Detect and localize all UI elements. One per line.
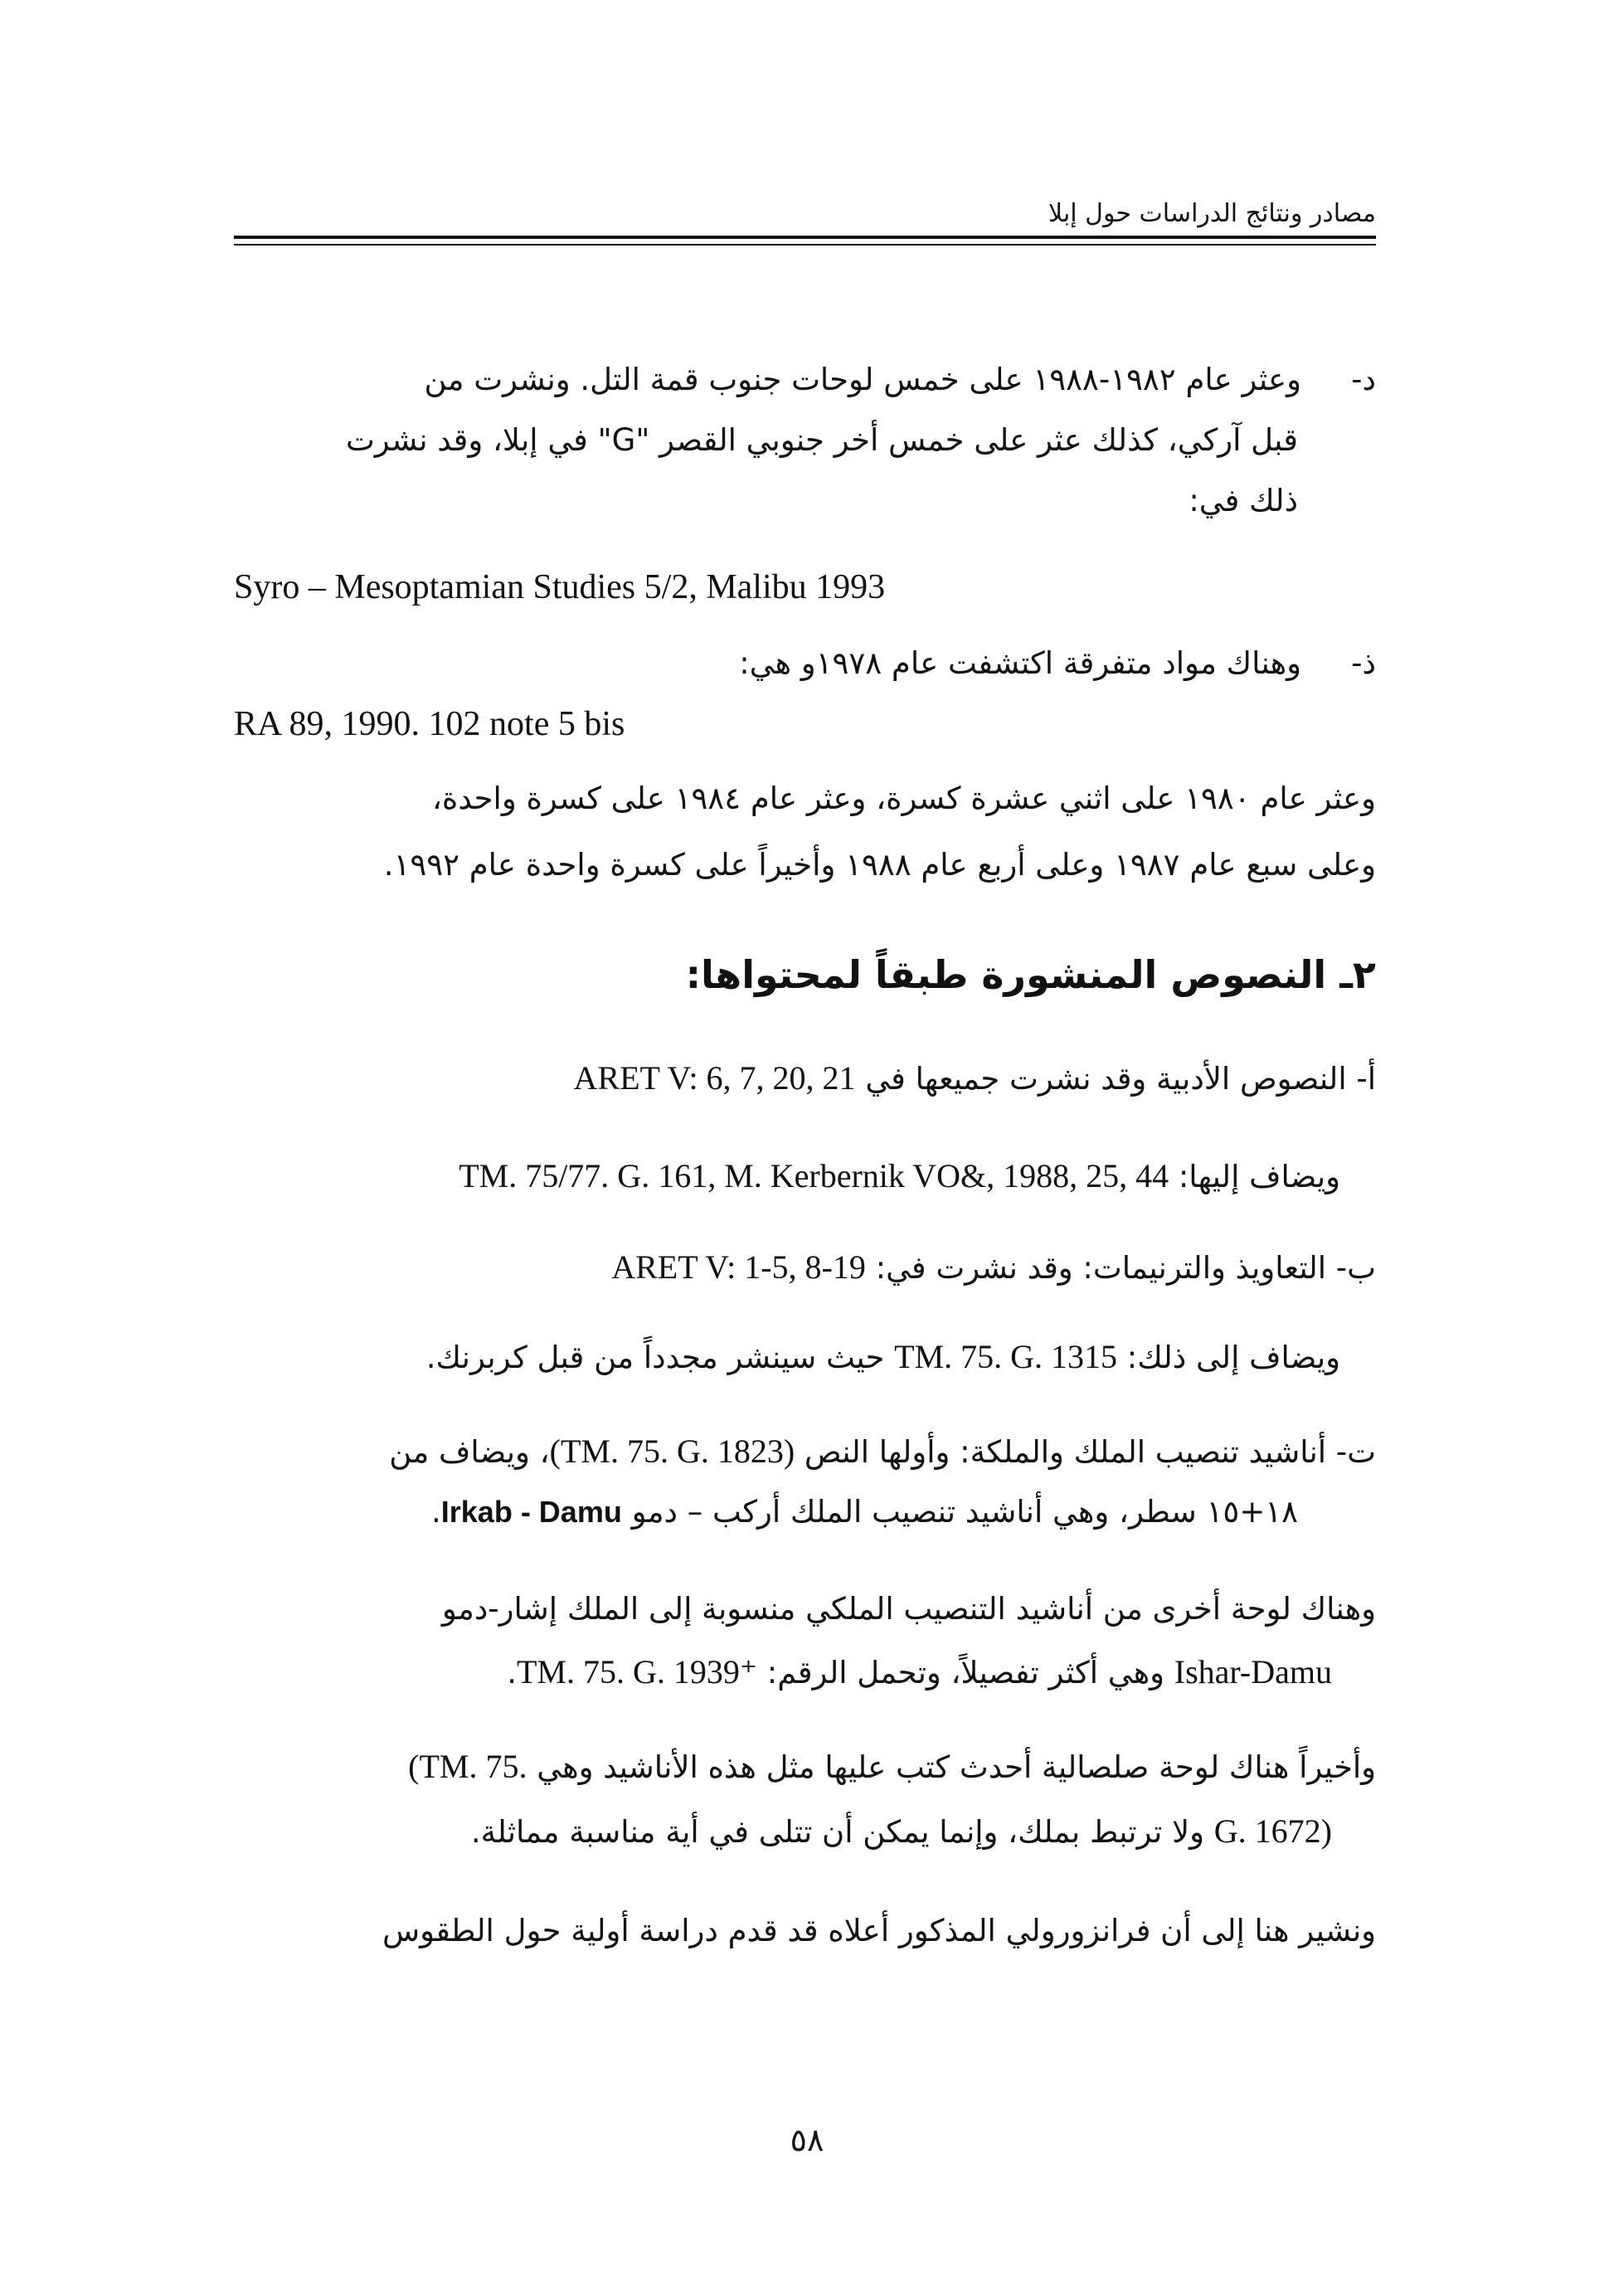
item-b-addition-label: ويضاف إلى ذلك:	[1126, 1340, 1340, 1375]
ishar-text: وهي أكثر تفصيلاً، وتحمل الرقم:	[766, 1655, 1164, 1690]
final-para-text1: وأخيراً هناك لوحة صلصالية أحدث كتب عليها مثل هذه الأناشيد وهي	[537, 1749, 1376, 1785]
page-header	[234, 196, 1376, 246]
section-d-line1	[424, 357, 1376, 403]
final-para-line1	[408, 1744, 1376, 1791]
item-b-text: ب- التعاويذ والترنيمات: وقد نشرت في:	[875, 1250, 1376, 1286]
section-d-line2: قبل آركي، كذلك عثر على خمس أخر جنوبي القصر "G" في إبلا، وقد نشرت	[345, 422, 1298, 458]
section-dh-para-line1: وعثر عام ١٩٨٠ على اثني عشرة كسرة، وعثر عام ١٩٨٤ على كسرة واحدة،	[431, 781, 1376, 816]
page-number: ٥٨	[790, 2122, 824, 2158]
item-a-reference: ARET V: 6, 7, 20, 21	[573, 1059, 856, 1097]
item-b-addition-reference: TM. 75. G. 1315	[894, 1338, 1118, 1375]
item-t-reference: (TM. 75. G. 1823)	[549, 1433, 795, 1470]
item-a-addition	[459, 1153, 1340, 1200]
item-t-text1: ت- أناشيد تنصيب الملك والملكة: وأولها النص	[804, 1434, 1376, 1470]
running-title: مصادر ونتائج الدراسات حول إبلا	[1048, 199, 1376, 228]
section-dh-citation: RA 89, 1990. 102 note 5 bis	[234, 705, 625, 743]
item-a-line	[574, 1055, 1376, 1102]
ishar-end: .	[507, 1655, 517, 1690]
header-rule-thin	[234, 244, 1376, 246]
section-d-line3: ذلك في:	[1189, 483, 1298, 518]
item-b-addition	[426, 1334, 1340, 1381]
final-para-reference2: G. 1672)	[1213, 1812, 1332, 1850]
item-t-name: Irkab - Damu	[440, 1495, 622, 1529]
item-t-end: .	[431, 1494, 441, 1530]
ishar-para-line2	[507, 1649, 1332, 1696]
section-dh-para-line2: وعلى سبع عام ١٩٨٧ وعلى أربع عام ١٩٨٨ وأخيراً على كسرة واحدة عام ١٩٩٢.	[383, 847, 1376, 883]
section-dh-text1: وهناك مواد متفرقة اكتشفت عام ١٩٧٨و هي:	[739, 645, 1301, 681]
item-a-addition-label: ويضاف إليها:	[1178, 1159, 1340, 1194]
final-para-text2: ولا ترتبط بملك، وإنما يمكن أن تتلى في أية مناسبة مماثلة.	[470, 1814, 1205, 1850]
item-t-line1	[389, 1428, 1376, 1476]
section-dh-line1	[739, 640, 1376, 687]
ishar-name: Ishar-Damu	[1174, 1653, 1332, 1690]
item-t-text2: ، ويضاف من	[389, 1434, 550, 1470]
header-rule-thick	[234, 236, 1376, 239]
item-t-line2	[431, 1489, 1376, 1535]
item-a-text: أ- النصوص الأدبية وقد نشرت جميعها في	[865, 1061, 1376, 1097]
item-b-addition-text: حيث سينشر مجدداً من قبل كربرنك.	[425, 1340, 885, 1375]
section-2-heading: ٢ـ النصوص المنشورة طبقاً لمحتواها:	[685, 952, 1376, 997]
item-a-addition-reference: TM. 75/77. G. 161, M. Kerbernik VO&, 1988, 25, 44	[459, 1157, 1169, 1194]
item-b-reference: ARET V: 1-5, 8-19	[611, 1248, 866, 1286]
item-t-text3: ١٨+١٥ سطر، وهي أناشيد تنصيب الملك أركب – دمو	[631, 1494, 1298, 1530]
last-para-line: ونشير هنا إلى أن فرانزورولي المذكور أعلاه قد قدم دراسة أولية حول الطقوس	[382, 1913, 1376, 1948]
final-para-reference1: (TM. 75.	[408, 1748, 527, 1785]
item-b-line	[611, 1244, 1376, 1292]
ishar-para-line1: وهناك لوحة أخرى من أناشيد التنصيب الملكي منسوبة إلى الملك إشار-دمو	[441, 1591, 1376, 1627]
section-d-text1: وعثر عام ١٩٨٢-١٩٨٨ على خمس لوحات جنوب قمة التل. ونشرت من	[424, 362, 1301, 397]
section-dh-marker: ذ-	[1351, 645, 1376, 681]
ishar-reference: TM. 75. G. 1939⁺	[517, 1653, 757, 1690]
final-para-line2	[471, 1808, 1332, 1856]
section-d-citation: Syro – Mesoptamian Studies 5/2, Malibu 1993	[234, 568, 886, 606]
section-d-marker: د-	[1351, 362, 1376, 397]
